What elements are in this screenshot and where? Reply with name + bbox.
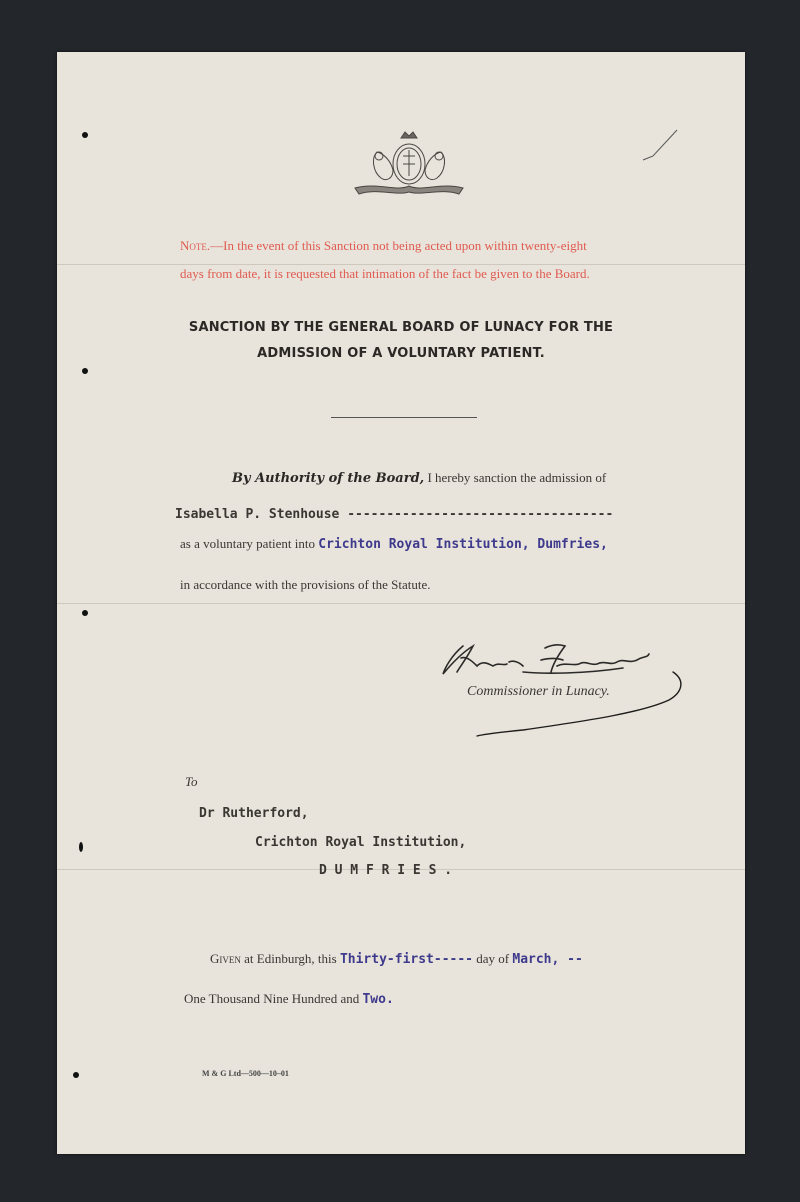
heading-line-1: SANCTION BY THE GENERAL BOARD OF LUNACY FOR THE	[188, 320, 614, 335]
patient-institution: Crichton Royal Institution, Dumfries,	[318, 537, 608, 552]
tick-mark	[641, 128, 681, 164]
recipient-town: D U M F R I E S .	[319, 863, 453, 878]
given-month: March, --	[512, 952, 583, 967]
printer-mark: M & G Ltd—500—10–01	[202, 1069, 289, 1078]
fold-line	[57, 264, 745, 265]
given-text: at Edinburgh, this	[240, 951, 340, 966]
to-label: To	[185, 774, 198, 789]
document-page	[57, 52, 745, 1154]
note-text-1: —In the event of this Sanction not being acted upon within twenty-eight	[210, 238, 587, 253]
divider-rule	[331, 417, 477, 418]
note-line-2: days from date, it is requested that intimation of the fact be given to the Board.	[180, 266, 590, 281]
punch-hole	[73, 1072, 79, 1078]
given-mid: day of	[473, 951, 513, 966]
heading-line-2: ADMISSION OF A VOLUNTARY PATIENT.	[257, 346, 545, 361]
authority-gothic: By Authority of the Board,	[232, 471, 425, 486]
punch-hole	[82, 132, 88, 138]
coat-of-arms-emblem	[347, 128, 467, 200]
punch-hole	[82, 368, 88, 374]
authority-line	[232, 470, 606, 486]
institution-line	[180, 536, 608, 552]
note-line-1	[180, 238, 587, 254]
recipient-name: Dr Rutherford,	[199, 806, 309, 821]
note-label: Note.	[180, 238, 211, 253]
commissioner-title: Commissioner in Lunacy.	[467, 684, 610, 699]
recipient-institution: Crichton Royal Institution,	[255, 835, 467, 850]
statute-line: in accordance with the provisions of the Statute.	[180, 577, 431, 592]
given-day: Thirty-first-----	[339, 952, 474, 967]
patient-prefix: as a voluntary patient into	[180, 536, 316, 551]
authority-text: I hereby sanction the admission of	[424, 470, 607, 485]
patient-name: Isabella P. Stenhouse	[175, 507, 340, 522]
patient-dashes: ----------------------------------	[347, 507, 614, 522]
year-prefix: One Thousand Nine Hundred and	[184, 991, 363, 1006]
given-line	[210, 951, 583, 967]
given-label: Given	[210, 951, 241, 966]
year-value: Two.	[362, 992, 394, 1007]
punch-hole	[82, 610, 88, 616]
patient-line	[175, 507, 613, 522]
punch-hole	[79, 842, 83, 852]
year-line	[184, 991, 394, 1007]
fold-line	[57, 603, 745, 604]
